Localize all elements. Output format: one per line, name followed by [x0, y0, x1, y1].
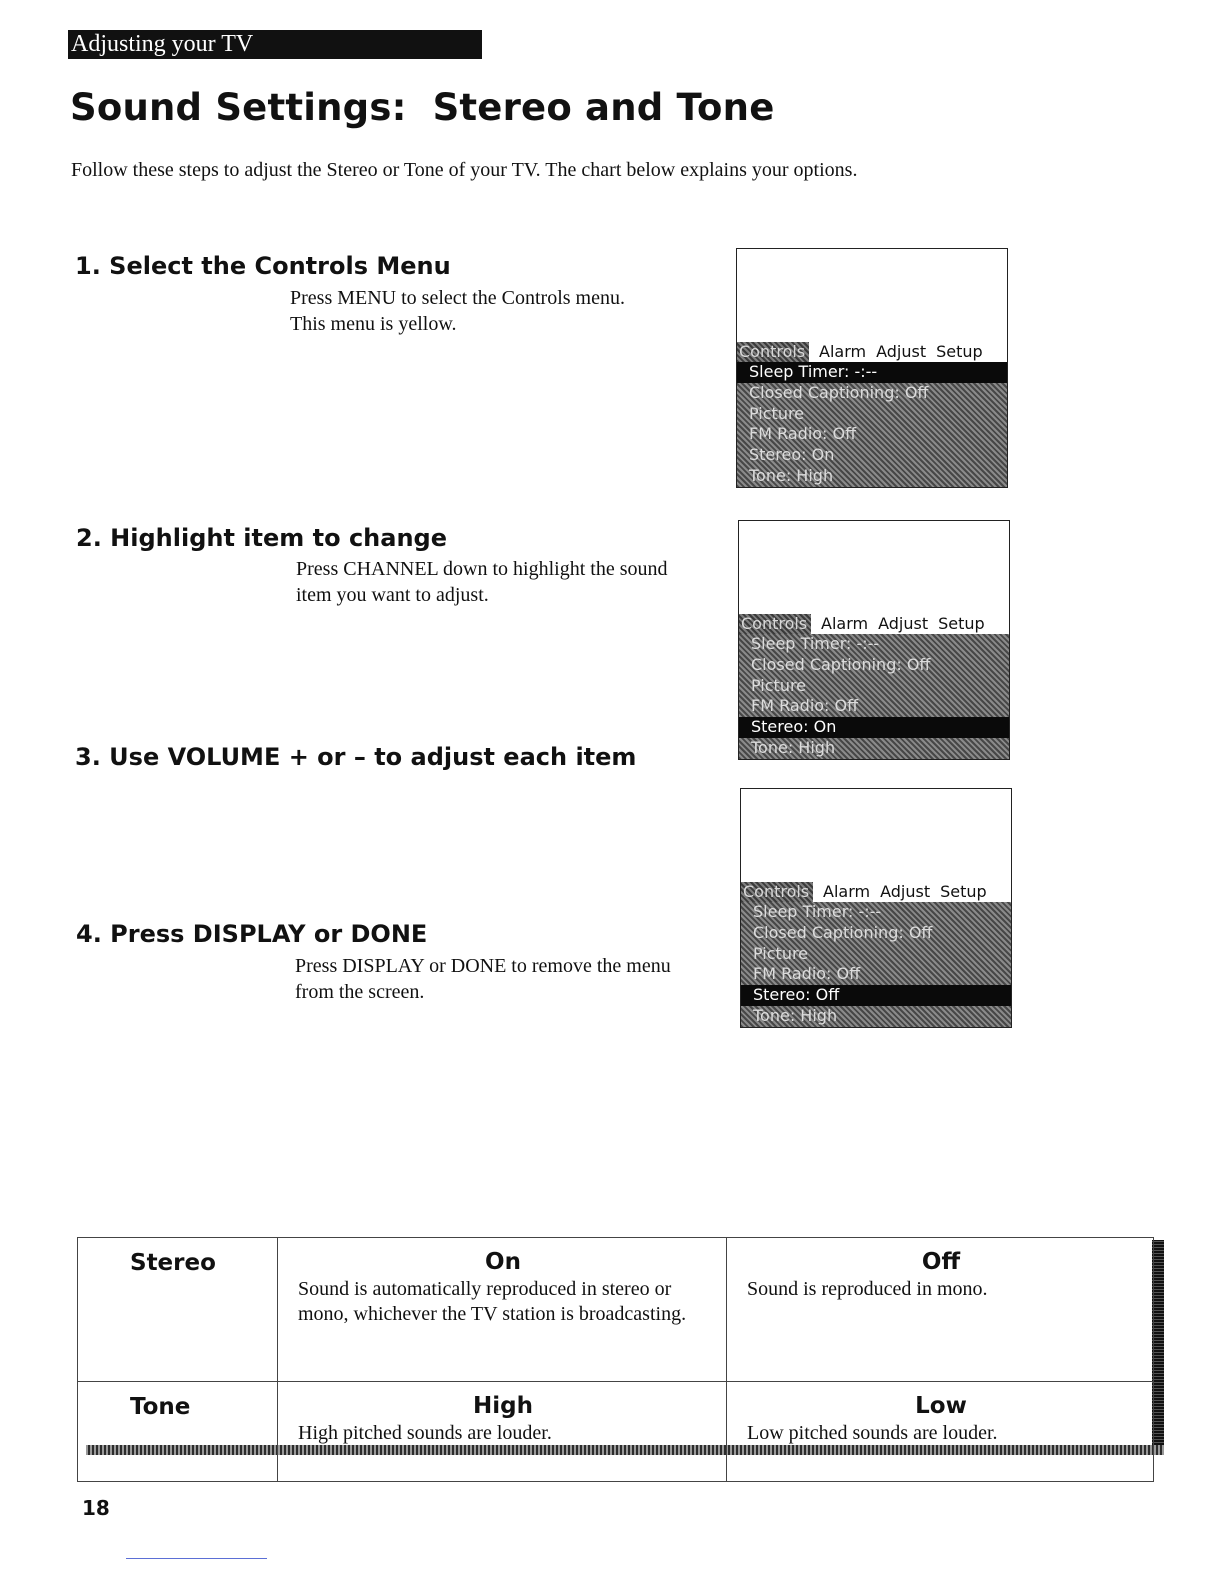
cell-stereo-off — [727, 1238, 1154, 1382]
step-2-line-1: Press CHANNEL down to highlight the sound — [296, 558, 668, 580]
tv-menu — [739, 612, 1009, 759]
tv-menu-items — [737, 362, 1007, 487]
tv-tab-alarm: Alarm — [821, 614, 869, 633]
step-4-heading: 4. Press DISPLAY or DONE — [76, 920, 428, 948]
tv-item-picture: Picture — [751, 675, 807, 695]
page-title — [70, 86, 775, 129]
tv-item-tone: Tone: High — [749, 465, 834, 485]
tv-tab-controls: Controls — [741, 882, 813, 902]
tv-menu-bar — [737, 340, 1007, 362]
tv-item-picture: Picture — [753, 943, 809, 963]
step-1-line-1: Press MENU to select the Controls menu. — [290, 287, 625, 309]
tv-item-tone: Tone: High — [751, 737, 836, 757]
option-title-off: Off — [921, 1249, 961, 1275]
tv-menu — [737, 340, 1007, 487]
tv-tab-adjust: Adjust — [880, 882, 931, 901]
option-text-high: High pitched sounds are louder. — [298, 1422, 552, 1444]
option-text-on: Sound is automatically reproduced in stereo or mono, whichever the TV station is broadcasting. — [298, 1278, 687, 1325]
cell-tone-low — [727, 1382, 1154, 1482]
row-label-stereo: Stereo — [78, 1238, 278, 1382]
option-title-on: On — [485, 1249, 521, 1275]
tv-screen-3 — [740, 788, 1012, 1028]
step-4-line-1: Press DISPLAY or DONE to remove the menu — [295, 955, 671, 977]
table-row-tone — [78, 1382, 1154, 1482]
tv-item-stereo: Stereo: On — [749, 445, 835, 465]
tv-menu-bar — [741, 880, 1011, 902]
tv-tab-alarm: Alarm — [823, 882, 871, 901]
option-title-low: Low — [915, 1393, 967, 1419]
cell-tone-high — [278, 1382, 727, 1482]
tv-tab-controls: Controls — [739, 614, 811, 634]
intro-text: Follow these steps to adjust the Stereo or Tone of your TV. The chart below explains your options. — [71, 159, 858, 181]
tv-tab-alarm: Alarm — [819, 342, 867, 361]
tv-menu-bar — [739, 612, 1009, 634]
footer-rule — [126, 1558, 267, 1559]
step-2-text — [296, 556, 667, 608]
step-3-heading: 3. Use VOLUME + or – to adjust each item — [75, 743, 637, 771]
section-banner: Adjusting your TV — [68, 30, 482, 59]
option-title-high: High — [473, 1393, 533, 1419]
tv-item-fm-radio: FM Radio: Off — [751, 696, 859, 716]
tv-tab-setup: Setup — [938, 614, 985, 633]
tv-tab-adjust: Adjust — [878, 614, 929, 633]
tv-screen-2 — [738, 520, 1010, 760]
tv-screen-1 — [736, 248, 1008, 488]
option-text-off: Sound is reproduced in mono. — [747, 1278, 988, 1300]
option-text-low: Low pitched sounds are louder. — [747, 1422, 998, 1444]
tv-item-stereo: Stereo: Off — [741, 985, 1011, 1006]
tv-menu-items — [741, 902, 1011, 1027]
step-2-heading: 2. Highlight item to change — [76, 524, 448, 552]
tv-item-sleep-timer: Sleep Timer: -:-- — [753, 902, 882, 921]
options-table — [77, 1237, 1154, 1482]
step-1-line-2: This menu is yellow. — [290, 313, 457, 335]
tv-menu-items — [739, 634, 1009, 759]
cell-stereo-on — [278, 1238, 727, 1382]
step-2-line-2: item you want to adjust. — [296, 584, 489, 606]
table-row-stereo — [78, 1238, 1154, 1382]
page-title-part1: Sound Settings: — [70, 86, 407, 129]
tv-item-closed-captioning: Closed Captioning: Off — [753, 922, 933, 942]
step-1-text — [290, 285, 625, 337]
step-1-heading: 1. Select the Controls Menu — [75, 252, 451, 280]
page-number: 18 — [82, 1496, 110, 1520]
step-4-line-2: from the screen. — [295, 981, 425, 1003]
tv-tab-setup: Setup — [936, 342, 983, 361]
page-title-part2: Stereo and Tone — [432, 86, 775, 129]
tv-item-tone: Tone: High — [753, 1005, 838, 1025]
step-4-text — [295, 953, 671, 1005]
tv-tab-adjust: Adjust — [876, 342, 927, 361]
tv-item-fm-radio: FM Radio: Off — [753, 964, 861, 984]
tv-item-sleep-timer: Sleep Timer: -:-- — [737, 362, 1007, 383]
tv-item-closed-captioning: Closed Captioning: Off — [749, 382, 929, 402]
tv-menu — [741, 880, 1011, 1027]
tv-item-fm-radio: FM Radio: Off — [749, 424, 857, 444]
row-label-tone: Tone — [78, 1382, 278, 1482]
tv-tab-controls: Controls — [737, 342, 809, 362]
tv-item-stereo: Stereo: On — [739, 717, 1009, 738]
tv-item-sleep-timer: Sleep Timer: -:-- — [751, 634, 880, 653]
tv-item-closed-captioning: Closed Captioning: Off — [751, 654, 931, 674]
tv-tab-setup: Setup — [940, 882, 987, 901]
tv-item-picture: Picture — [749, 403, 805, 423]
